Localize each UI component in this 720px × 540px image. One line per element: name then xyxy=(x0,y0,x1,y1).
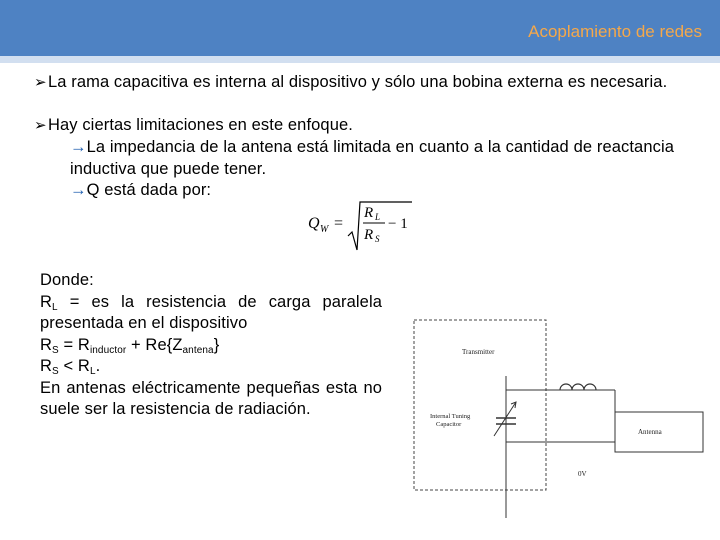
q-formula xyxy=(304,198,414,254)
header-divider xyxy=(0,56,720,63)
bullet-2 xyxy=(34,115,674,137)
formula-num: R xyxy=(364,205,374,221)
rl-definition: $R_L$ = es la resistencia de carga paralela presentada en el dispositivo xyxy=(40,292,382,332)
capacitor-label-line2: Capacitor xyxy=(436,421,462,428)
matching-circuit-diagram xyxy=(410,318,710,538)
formula-q-sub: W xyxy=(320,224,329,235)
slide-title: Acoplamiento de redes xyxy=(528,22,702,41)
transmitter-box xyxy=(414,320,546,490)
bullet-1 xyxy=(34,72,674,94)
transmitter-label: Transmitter xyxy=(462,348,495,356)
rs-lt-rl: $R_S < R_L$. xyxy=(40,357,101,377)
formula-den-sub: S xyxy=(375,234,380,244)
sub-bullet-2b-text: Q está dada por: xyxy=(86,181,212,199)
variable-arrow xyxy=(494,402,516,436)
notes-block xyxy=(40,270,382,421)
formula-q: Q xyxy=(308,215,320,232)
rs-definition: $R_S = R_{inductor} + Re\{Z_{antena}\}$ xyxy=(40,335,220,356)
ground-label: 0V xyxy=(578,470,587,478)
donde-label: Donde: xyxy=(40,271,94,289)
antenna-label: Antenna xyxy=(638,428,662,436)
right-arrow-icon: → xyxy=(70,181,87,199)
capacitor-label-line1: Internal Tuning xyxy=(430,413,471,420)
formula-den: R xyxy=(364,227,374,243)
right-arrow-icon: → xyxy=(70,138,87,156)
arrowhead-bullet-icon: ➢ xyxy=(34,74,47,91)
formula-equals: = xyxy=(334,215,344,232)
formula-num-sub: L xyxy=(375,212,381,222)
external-coil xyxy=(560,384,596,390)
sub-bullet-2a-text: La impedancia de la antena está limitada en cuanto a la cantidad de reactancia inductiva que puede tener. xyxy=(70,138,674,178)
arrowhead-bullet-icon: ➢ xyxy=(34,117,47,134)
sub-bullet-2a xyxy=(70,137,674,180)
last-note: En antenas eléctricamente pequeñas esta no suele ser la resistencia de radiación. xyxy=(40,378,382,418)
bullet-2-text: Hay ciertas limitaciones en este enfoque. xyxy=(48,116,353,134)
bullet-1-text: La rama capacitiva es interna al dispositivo y sólo una bobina externa es necesaria. xyxy=(48,73,668,91)
formula-minus-one: − 1 xyxy=(388,216,408,232)
